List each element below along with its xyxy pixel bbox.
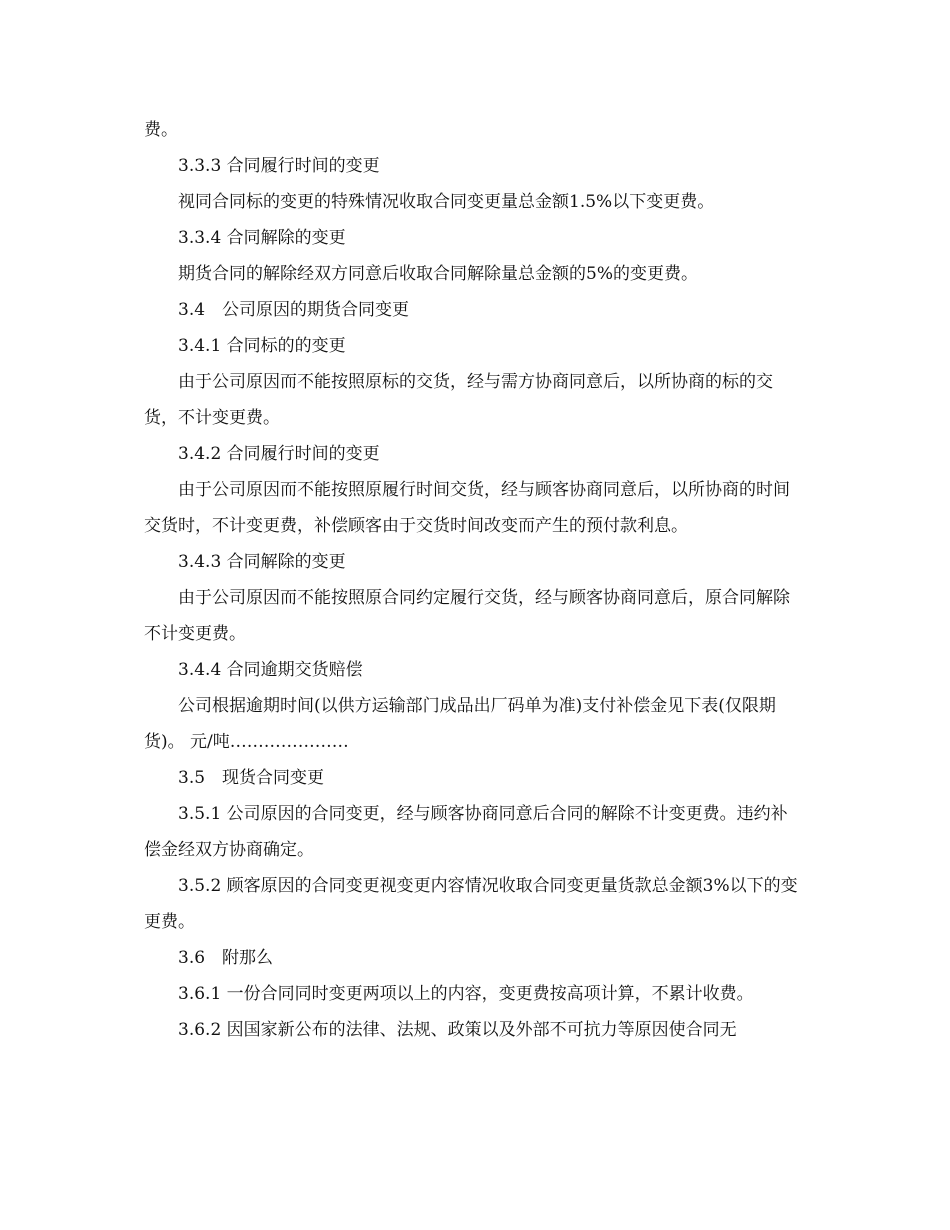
paragraph-3-3-4-body: 期货合同的解除经双方同意后收取合同解除量总金额的5%的变更费。: [178, 264, 698, 284]
heading-3-3-4: 3.3.4 合同解除的变更: [178, 228, 346, 248]
paragraph-3-4-3-body: 由于公司原因而不能按照原合同约定履行交货，经与顾客协商同意后，原合同解除不计变更费。: [144, 588, 790, 644]
heading-3-4-4: 3.4.4 合同逾期交货赔偿: [178, 660, 363, 680]
paragraph-3-5-2: 3.5.2 顾客原因的合同变更视变更内容情况收取合同变更量货款总金额3%以下的变更费。: [144, 876, 798, 932]
document-body: [144, 112, 804, 1048]
heading-3-5: 3.5 现货合同变更: [178, 768, 325, 788]
heading-3-3-3: 3.3.3 合同履行时间的变更: [178, 156, 380, 176]
paragraph-3-6-2: 3.6.2 因国家新公布的法律、法规、政策以及外部不可抗力等原因使合同无: [178, 1020, 737, 1040]
paragraph-3-3-3-body: 视同合同标的变更的特殊情况收取合同变更量总金额1.5%以下变更费。: [178, 192, 715, 212]
paragraph-3-6-1: 3.6.1 一份合同同时变更两项以上的内容，变更费按高项计算，不累计收费。: [178, 984, 754, 1004]
paragraph-3-5-1: 3.5.1 公司原因的合同变更，经与顾客协商同意后合同的解除不计变更费。违约补偿金经双方协商确定。: [144, 804, 788, 860]
paragraph-3-4-2-body: 由于公司原因而不能按照原履行时间交货，经与顾客协商同意后，以所协商的时间交货时，不计变更费，补偿顾客由于交货时间改变而产生的预付款利息。: [144, 480, 790, 536]
heading-3-4-1: 3.4.1 合同标的的变更: [178, 336, 346, 356]
paragraph-continuation: 费。: [144, 120, 178, 140]
heading-3-6: 3.6 附那么: [178, 948, 274, 968]
paragraph-3-4-1-body: 由于公司原因而不能按照原标的交货，经与需方协商同意后，以所协商的标的交货，不计变更费。: [144, 372, 773, 428]
heading-3-4-2: 3.4.2 合同履行时间的变更: [178, 444, 380, 464]
paragraph-3-4-4-body: 公司根据逾期时间(以供方运输部门成品出厂码单为准)支付补偿金见下表(仅限期货)。 元/吨…………………: [144, 696, 776, 752]
heading-3-4-3: 3.4.3 合同解除的变更: [178, 552, 346, 572]
heading-3-4: 3.4 公司原因的期货合同变更: [178, 300, 410, 320]
